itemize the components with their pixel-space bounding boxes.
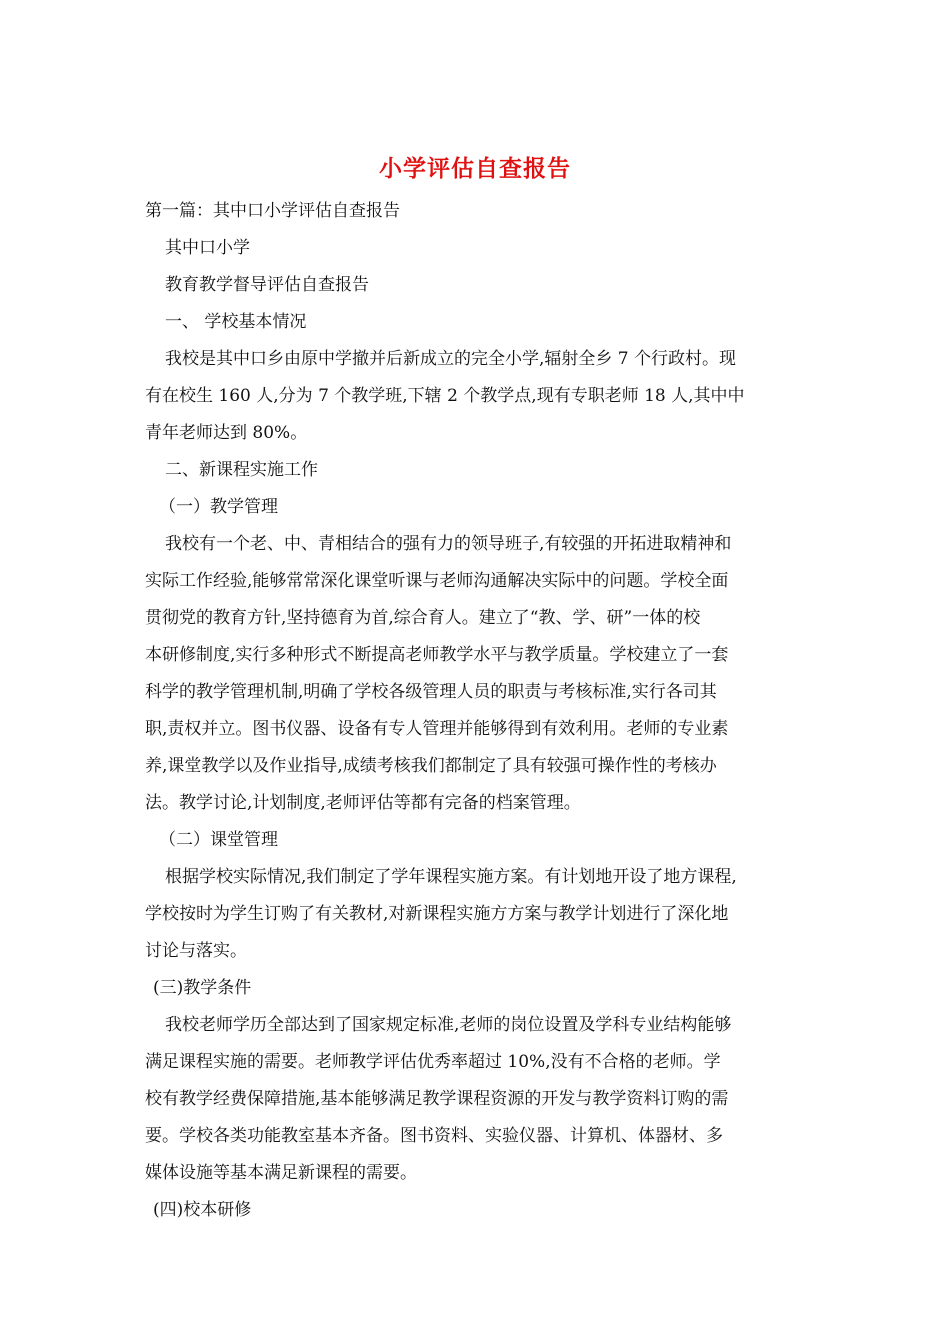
paragraph-line: 满足课程实施的需要。老师教学评估优秀率超过 10%,没有不合格的老师。学 bbox=[145, 1052, 721, 1072]
paragraph-line: 法。教学讨论,计划制度,老师评估等都有完备的档案管理。 bbox=[145, 793, 581, 813]
paragraph-line: 根据学校实际情况,我们制定了学年课程实施方案。有计划地开设了地方课程, bbox=[165, 867, 737, 887]
paragraph-line: 本研修制度,实行多种形式不断提高老师教学水平与教学质量。学校建立了一套 bbox=[145, 645, 729, 665]
paragraph-line: 职,责权并立。图书仪器、设备有专人管理并能够得到有效利用。老师的专业素 bbox=[145, 719, 729, 739]
document-title: 小学评估自查报告 bbox=[379, 155, 571, 182]
document-body bbox=[145, 196, 810, 1225]
section-heading: 二、新课程实施工作 bbox=[165, 460, 318, 480]
paragraph-line: 要。学校各类功能教室基本齐备。图书资料、实验仪器、计算机、体器材、多 bbox=[145, 1126, 723, 1146]
section-heading: 第一篇：其中口小学评估自查报告 bbox=[145, 201, 400, 221]
paragraph-line: 实际工作经验,能够常常深化课堂听课与老师沟通解决实际中的问题。学校全面 bbox=[145, 571, 729, 591]
paragraph-line: 校有教学经费保障措施,基本能够满足教学课程资源的开发与教学资料订购的需 bbox=[145, 1089, 729, 1109]
paragraph-line: 讨论与落实。 bbox=[145, 941, 247, 961]
subsection-heading: (四)校本研修 bbox=[153, 1200, 252, 1220]
subsection-heading: （二）课堂管理 bbox=[159, 830, 278, 850]
paragraph-line: 我校老师学历全部达到了国家规定标准,老师的岗位设置及学科专业结构能够 bbox=[165, 1015, 732, 1035]
subsection-heading: （一）教学管理 bbox=[159, 497, 278, 517]
section-heading: 一、 学校基本情况 bbox=[165, 312, 307, 332]
paragraph-line: 有在校生 160 人,分为 7 个教学班,下辖 2 个教学点,现有专职老师 18 人,其中中 bbox=[145, 386, 745, 406]
paragraph-line: 学校按时为学生订购了有关教材,对新课程实施方方案与教学计划进行了深化地 bbox=[145, 904, 729, 924]
paragraph-line: 媒体设施等基本满足新课程的需要。 bbox=[145, 1163, 417, 1183]
paragraph-line: 养,课堂教学以及作业指导,成绩考核我们都制定了具有较强可操作性的考核办 bbox=[145, 756, 717, 776]
paragraph-line: 青年老师达到 80%。 bbox=[145, 423, 308, 443]
paragraph-line: 我校有一个老、中、青相结合的强有力的领导班子,有较强的开拓进取精神和 bbox=[165, 534, 732, 554]
paragraph-line: 科学的教学管理机制,明确了学校各级管理人员的职责与考核标准,实行各司其 bbox=[145, 682, 717, 702]
paragraph-line: 我校是其中口乡由原中学撤并后新成立的完全小学,辐射全乡 7 个行政村。现 bbox=[165, 349, 737, 369]
paragraph-line: 贯彻党的教育方针,坚持德育为首,综合育人。建立了“教、学、研”一体的校 bbox=[145, 608, 701, 628]
paragraph-line: 教育教学督导评估自查报告 bbox=[165, 275, 369, 295]
subsection-heading: (三)教学条件 bbox=[153, 978, 252, 998]
paragraph-line: 其中口小学 bbox=[165, 238, 250, 258]
